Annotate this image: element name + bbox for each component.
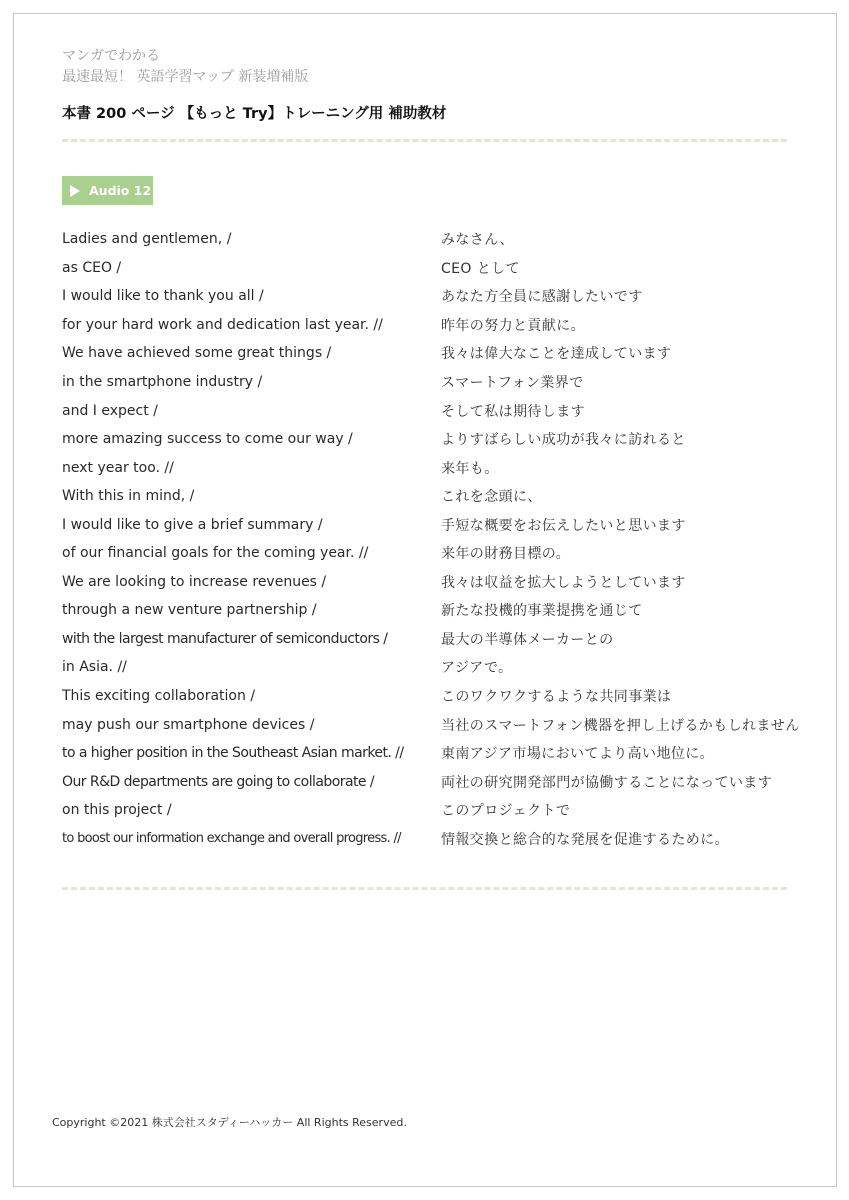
transcript-row: [62, 539, 802, 568]
japanese-translation: 手短な概要をお伝えしたいと思います: [441, 517, 686, 534]
transcript-row: [62, 482, 802, 511]
japanese-translation: 当社のスマートフォン機器を押し上げるかもしれません: [441, 717, 800, 734]
english-phrase: Ladies and gentlemen, /: [62, 231, 232, 248]
transcript-row: [62, 625, 802, 654]
transcript-row: [62, 739, 802, 768]
transcript-row: [62, 368, 802, 397]
english-phrase: may push our smartphone devices /: [62, 716, 315, 733]
english-phrase: on this project /: [62, 802, 172, 819]
japanese-translation: CEO として: [441, 260, 520, 277]
japanese-translation: 我々は偉大なことを達成しています: [441, 346, 672, 363]
english-phrase: in Asia. //: [62, 659, 127, 676]
book-title: 最速最短！ 英語学習マップ 新装増補版: [62, 69, 309, 85]
japanese-translation: アジアで。: [441, 660, 513, 677]
japanese-translation: このワクワクするような共同事業は: [441, 689, 672, 706]
japanese-translation: 東南アジア市場においてより高い地位に。: [441, 746, 715, 763]
english-phrase: I would like to thank you all /: [62, 288, 264, 305]
english-phrase: With this in mind, /: [62, 488, 195, 505]
transcript-row: [62, 453, 802, 482]
transcript-row: [62, 824, 802, 853]
english-phrase: We have achieved some great things /: [62, 345, 332, 362]
transcript-row: [62, 254, 802, 283]
bottom-divider: [62, 887, 787, 890]
japanese-translation: みなさん、: [441, 232, 514, 249]
top-divider: [62, 139, 787, 142]
english-phrase: Our R&D departments are going to collaborate /: [62, 773, 375, 790]
transcript-row: [62, 311, 802, 340]
transcript-row: [62, 225, 802, 254]
copyright-notice: Copyright ©2021 株式会社スタディーハッカー All Rights Reserved.: [52, 1116, 407, 1129]
japanese-translation: あなた方全員に感謝したいです: [441, 289, 643, 306]
english-phrase: to boost our information exchange and overall progress. //: [62, 831, 401, 847]
japanese-translation: よりすばらしい成功が我々に訪れると: [441, 432, 686, 449]
english-phrase: through a new venture partnership /: [62, 602, 317, 619]
english-phrase: This exciting collaboration /: [62, 688, 256, 705]
japanese-translation: このプロジェクトで: [441, 803, 571, 820]
japanese-translation: 情報交換と総合的な発展を促進するために。: [441, 831, 729, 848]
transcript-row: [62, 710, 802, 739]
japanese-translation: 新たな投機的事業提携を通じて: [441, 603, 643, 620]
japanese-translation: 両社の研究開発部門が協働することになっています: [441, 774, 773, 791]
english-phrase: as CEO /: [62, 259, 122, 276]
audio-badge: [62, 176, 153, 205]
play-icon: [70, 185, 80, 197]
japanese-translation: 昨年の努力と貢献に。: [441, 317, 585, 334]
japanese-translation: そして私は期待します: [441, 403, 585, 420]
transcript-row: [62, 568, 802, 597]
transcript-row: [62, 282, 802, 311]
english-phrase: more amazing success to come our way /: [62, 431, 353, 448]
material-title: 本書 200 ページ 【もっと Try】トレーニング用 補助教材: [62, 106, 447, 122]
japanese-translation: 我々は収益を拡大しようとしています: [441, 574, 686, 591]
book-series-title: マンガでわかる: [62, 48, 160, 64]
english-phrase: with the largest manufacturer of semiconductors /: [62, 630, 388, 647]
transcript-row: [62, 339, 802, 368]
audio-label: Audio 12: [89, 183, 152, 198]
transcript-row: [62, 653, 802, 682]
english-phrase: We are looking to increase revenues /: [62, 573, 327, 590]
japanese-translation: 最大の半導体メーカーとの: [441, 631, 614, 648]
transcript-row: [62, 425, 802, 454]
japanese-translation: 来年も。: [441, 460, 499, 477]
document-header: [62, 46, 308, 88]
transcript-row: [62, 596, 802, 625]
japanese-translation: スマートフォン業界で: [441, 375, 584, 391]
english-phrase: of our financial goals for the coming year. //: [62, 545, 369, 562]
japanese-translation: 来年の財務目標の。: [441, 546, 571, 563]
english-phrase: next year too. //: [62, 459, 174, 476]
transcript-row: [62, 682, 802, 711]
english-phrase: and I expect /: [62, 402, 158, 419]
english-phrase: I would like to give a brief summary /: [62, 516, 323, 533]
english-phrase: to a higher position in the Southeast Asian market. //: [62, 745, 404, 762]
transcript-row: [62, 510, 802, 539]
transcript-row: [62, 796, 802, 825]
english-phrase: for your hard work and dedication last year. //: [62, 316, 383, 333]
english-phrase: in the smartphone industry /: [62, 374, 263, 390]
japanese-translation: これを念頭に、: [441, 489, 542, 506]
transcript-list: [62, 225, 802, 853]
transcript-row: [62, 396, 802, 425]
transcript-row: [62, 767, 802, 796]
